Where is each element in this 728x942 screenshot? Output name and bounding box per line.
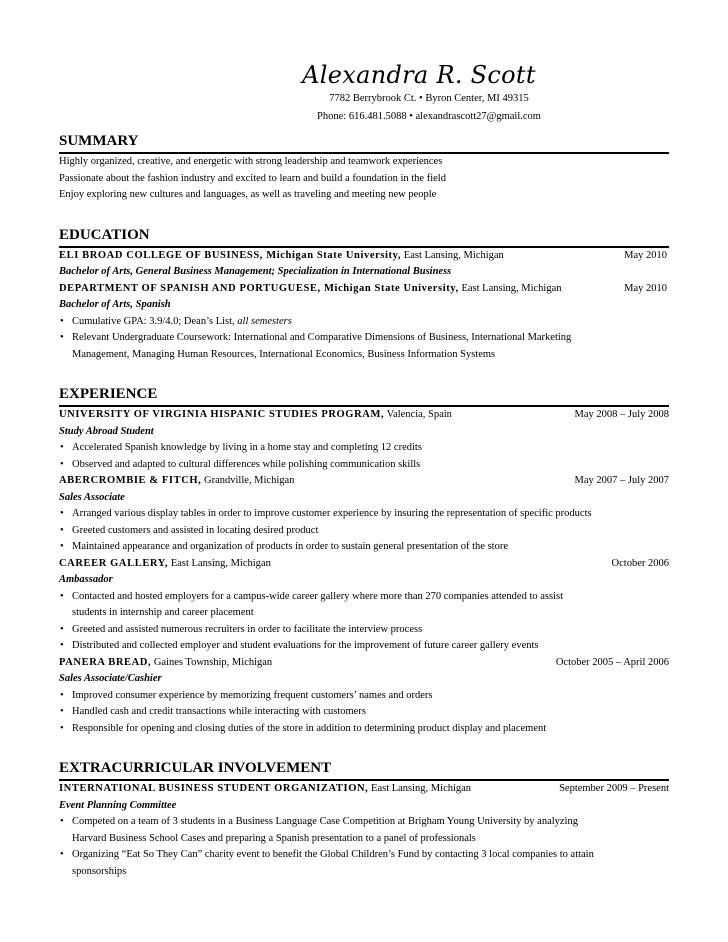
education-date: May 2010 bbox=[624, 282, 667, 294]
employer-name: PANERA BREAD, bbox=[59, 656, 152, 668]
institution-location: East Lansing, Michigan bbox=[401, 249, 504, 261]
gpa-text: Cumulative GPA: 3.9/4.0; Dean’s List, bbox=[72, 315, 238, 327]
organization-name: INTERNATIONAL BUSINESS STUDENT ORGANIZATION, bbox=[59, 783, 369, 794]
contact-line: Phone: 616.481.5088 • alexandrascott27@gmail.com bbox=[317, 111, 541, 122]
employer-location: Grandville, Michigan bbox=[201, 475, 295, 486]
list-item: • Maintained appearance and organization of products in order to sustain general presentation of the store bbox=[59, 539, 669, 556]
institution-name: DEPARTMENT OF SPANISH AND PORTUGUESE, Michigan State University, bbox=[59, 282, 459, 294]
education-entry-header bbox=[59, 248, 669, 265]
summary-line: Highly organized, creative, and energetic with strong leadership and teamwork experiences bbox=[59, 156, 443, 167]
list-item: • Greeted customers and assisted in locating desired product bbox=[59, 523, 669, 540]
summary-heading: SUMMARY bbox=[59, 132, 669, 154]
list-item: • Greeted and assisted numerous recruiters in order to facilitate the interview process bbox=[59, 622, 669, 639]
coursework-text: Relevant Undergraduate Coursework: International and Comparative Dimensions of Business, International Marketing bbox=[72, 332, 572, 343]
employer-location: Valencia, Spain bbox=[384, 409, 452, 420]
job-date: October 2005 – April 2006 bbox=[555, 656, 669, 668]
education-bullets bbox=[59, 314, 669, 364]
list-item bbox=[59, 314, 669, 331]
coursework-text: Management, Managing Human Resources, International Economics, Business Information Systems bbox=[72, 348, 496, 360]
job-title: Sales Associate bbox=[59, 491, 125, 503]
job-title: Study Abroad Student bbox=[59, 425, 154, 437]
list-item bbox=[59, 589, 669, 622]
employer-name: CAREER GALLERY, bbox=[59, 557, 169, 569]
activity-header bbox=[59, 781, 669, 798]
list-item: • Distributed and collected employer and student evaluations for the improvement of future career gallery events bbox=[59, 638, 669, 655]
employer-location: East Lansing, Michigan bbox=[168, 557, 271, 569]
extracurricular-heading: EXTRACURRICULAR INVOLVEMENT bbox=[59, 759, 669, 781]
list-item: • Responsible for opening and closing duties of the store in addition to determining product display and placement bbox=[59, 721, 669, 738]
activity-role: Event Planning Committee bbox=[59, 799, 177, 811]
organization-location: East Lansing, Michigan bbox=[368, 783, 472, 794]
job-header bbox=[59, 655, 669, 672]
gpa-note: all semesters bbox=[237, 315, 292, 327]
bullet-text: Competed on a team of 3 students in a Business Language Case Competition at Brigham Young University by analyzing bbox=[72, 816, 578, 827]
resume-page bbox=[59, 60, 669, 880]
summary-line: Passionate about the fashion industry and excited to learn and build a foundation in the field bbox=[59, 172, 446, 184]
bullet-text: Contacted and hosted employers for a campus-wide career gallery where more than 270 companies attended to assist bbox=[72, 590, 563, 602]
job-title: Ambassador bbox=[59, 574, 113, 585]
experience-heading: EXPERIENCE bbox=[59, 385, 669, 407]
bullet-text: sponsorships bbox=[72, 865, 127, 877]
degree: Bachelor of Arts, Spanish bbox=[59, 299, 171, 310]
job-bullets bbox=[59, 440, 669, 473]
list-item: • Handled cash and credit transactions while interacting with customers bbox=[59, 704, 669, 721]
list-item: • Accelerated Spanish knowledge by living in a home stay and completing 12 credits bbox=[59, 440, 669, 457]
job-date: May 2008 – July 2008 bbox=[574, 409, 669, 420]
list-item bbox=[59, 847, 669, 880]
address-line: 7782 Berrybrook Ct. • Byron Center, MI 49315 bbox=[329, 93, 529, 104]
activity-bullets bbox=[59, 814, 669, 880]
job-bullets bbox=[59, 688, 669, 738]
bullet-text: students in internship and career placement bbox=[72, 607, 254, 618]
candidate-name: Alexandra R. Scott bbox=[302, 61, 536, 89]
employer-name: UNIVERSITY OF VIRGINIA HISPANIC STUDIES PROGRAM, bbox=[59, 409, 385, 420]
list-item bbox=[59, 330, 669, 363]
job-header bbox=[59, 556, 669, 573]
summary-line: Enjoy exploring new cultures and languages, as well as traveling and meeting new people bbox=[59, 189, 437, 200]
activity-date: September 2009 – Present bbox=[559, 783, 669, 794]
list-item: • Observed and adapted to cultural differences while polishing communication skills bbox=[59, 457, 669, 474]
list-item: • Improved consumer experience by memorizing frequent customers’ names and orders bbox=[59, 688, 669, 705]
education-heading: EDUCATION bbox=[59, 226, 669, 248]
employer-name: ABERCROMBIE & FITCH, bbox=[59, 475, 202, 486]
job-header bbox=[59, 407, 669, 424]
job-date: May 2007 – July 2007 bbox=[574, 475, 669, 486]
list-item bbox=[59, 814, 669, 847]
list-item: • Arranged various display tables in order to improve customer experience by insuring the representation of specific products bbox=[59, 506, 669, 523]
job-bullets bbox=[59, 506, 669, 556]
job-bullets bbox=[59, 589, 669, 655]
institution-location: East Lansing, Michigan bbox=[458, 282, 562, 294]
education-date: May 2010 bbox=[624, 249, 667, 261]
institution-name: ELI BROAD COLLEGE OF BUSINESS, Michigan State University, bbox=[59, 249, 402, 261]
employer-location: Gaines Township, Michigan bbox=[151, 656, 273, 668]
degree: Bachelor of Arts, General Business Management; Specialization in International Business bbox=[59, 266, 452, 277]
job-title: Sales Associate/Cashier bbox=[59, 673, 162, 684]
education-entry-header bbox=[59, 281, 669, 298]
job-date: October 2006 bbox=[611, 557, 669, 569]
bullet-text: Organizing “Eat So They Can” charity event to benefit the Global Children’s Fund by contacting 3 local companies to attain bbox=[72, 849, 594, 860]
job-header bbox=[59, 473, 669, 490]
bullet-text: Harvard Business School Cases and preparing a Spanish presentation to a panel of professionals bbox=[72, 832, 476, 844]
